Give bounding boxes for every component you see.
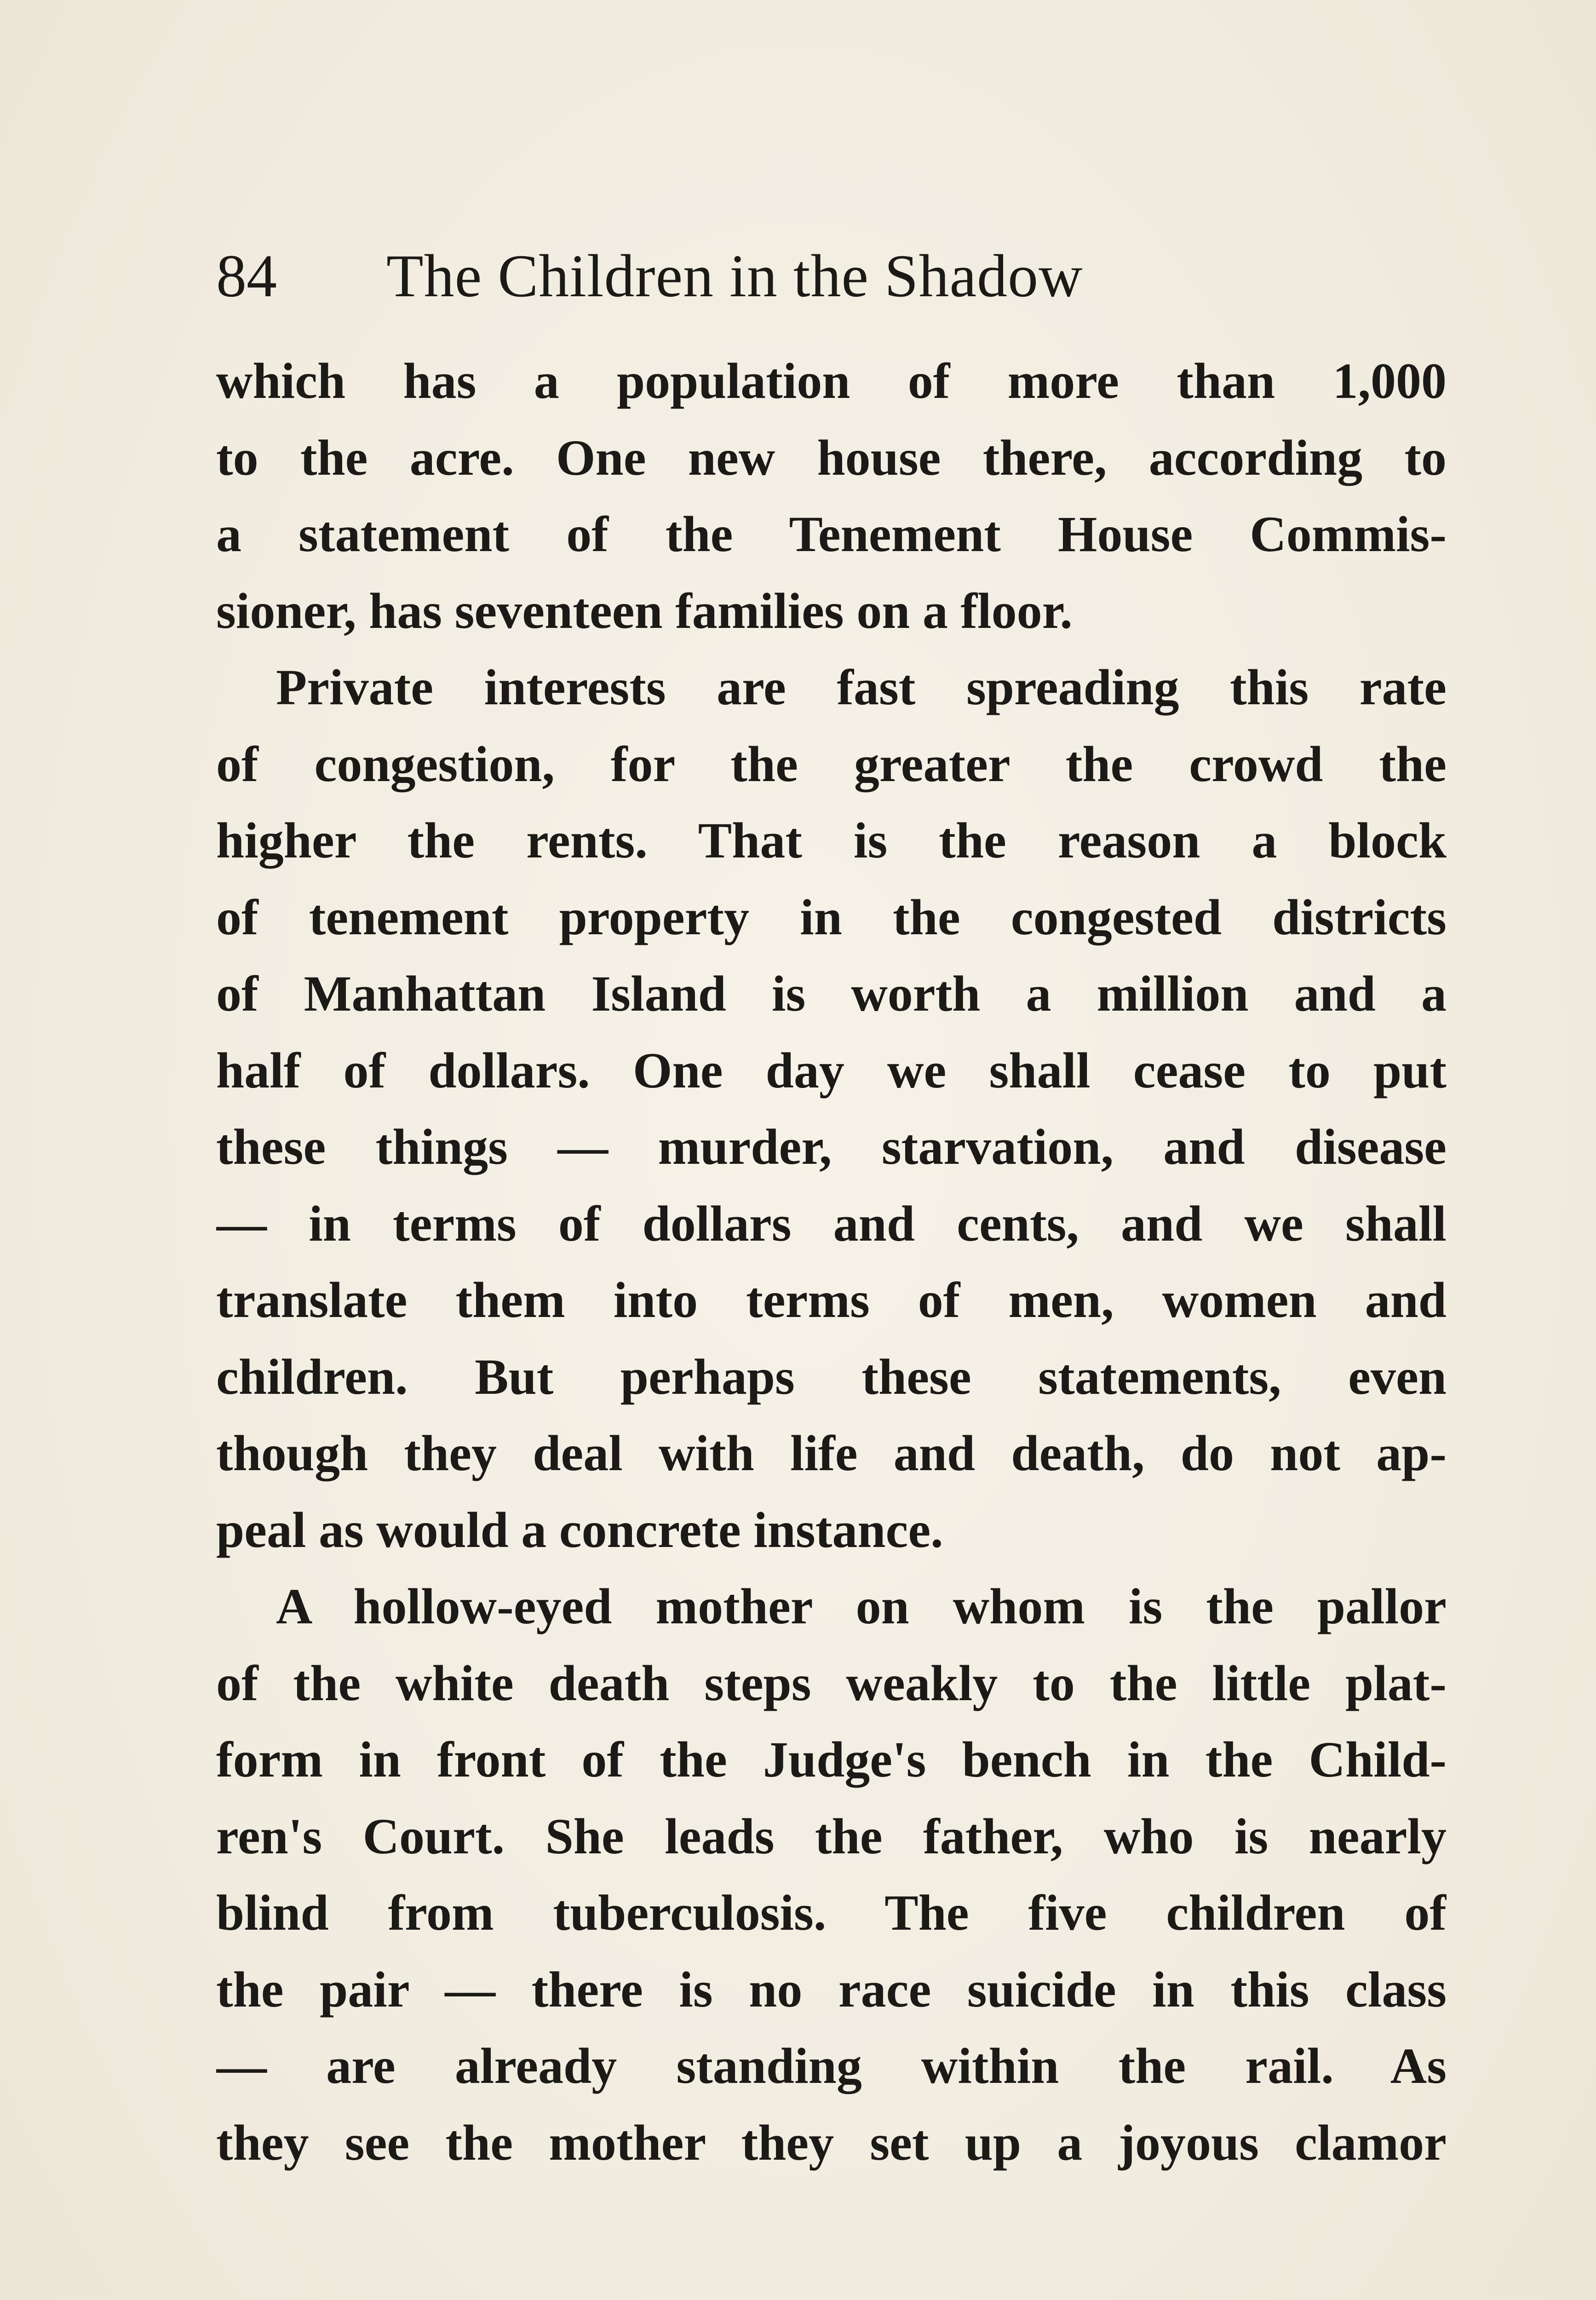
text-line: of Manhattan Island is worth a million and a [216,966,1447,1022]
text-line: — are already standing within the rail. As [216,2038,1447,2094]
text-line: sioner, has seventeen families on a floor. [216,582,1073,639]
text-line: of tenement property in the congested districts [216,889,1447,945]
text-line: half of dollars. One day we shall cease to put [216,1042,1447,1098]
page-header [216,232,1458,320]
paragraph-2 [216,649,1447,1568]
text-line: form in front of the Judge's bench in the Child- [216,1731,1447,1788]
text-line: peal as would a concrete instance. [216,1501,943,1558]
text-line: — in terms of dollars and cents, and we shall [216,1195,1447,1252]
text-line: ren's Court. She leads the father, who is nearly [216,1808,1447,1864]
text-line: the pair — there is no race suicide in this class [216,1961,1447,2018]
text-line: higher the rents. That is the reason a block [216,812,1447,868]
text-line: A hollow-eyed mother on whom is the pallor [276,1578,1447,1634]
paragraph-3 [216,1568,1447,2181]
text-line: children. But perhaps these statements, even [216,1348,1447,1405]
text-line: though they deal with life and death, do not ap- [216,1425,1447,1481]
text-line: of the white death steps weakly to the little plat- [216,1655,1447,1711]
text-line: translate them into terms of men, women and [216,1272,1447,1328]
text-line: Private interests are fast spreading this rate [276,659,1447,715]
text-line: they see the mother they set up a joyous clamor [216,2114,1447,2171]
text-line: these things — murder, starvation, and disease [216,1119,1447,1175]
paragraph-1 [216,343,1447,649]
text-line: blind from tuberculosis. The five children of [216,1885,1447,1941]
text-line: a statement of the Tenement House Commis- [216,506,1447,562]
page-number: 84 [216,242,277,310]
text-line: which has a population of more than 1,000 [216,353,1447,409]
text-line: of congestion, for the greater the crowd the [216,736,1447,792]
body-text [216,343,1447,2181]
running-title: The Children in the Shadow [386,242,1083,310]
text-line: to the acre. One new house there, according to [216,429,1447,486]
